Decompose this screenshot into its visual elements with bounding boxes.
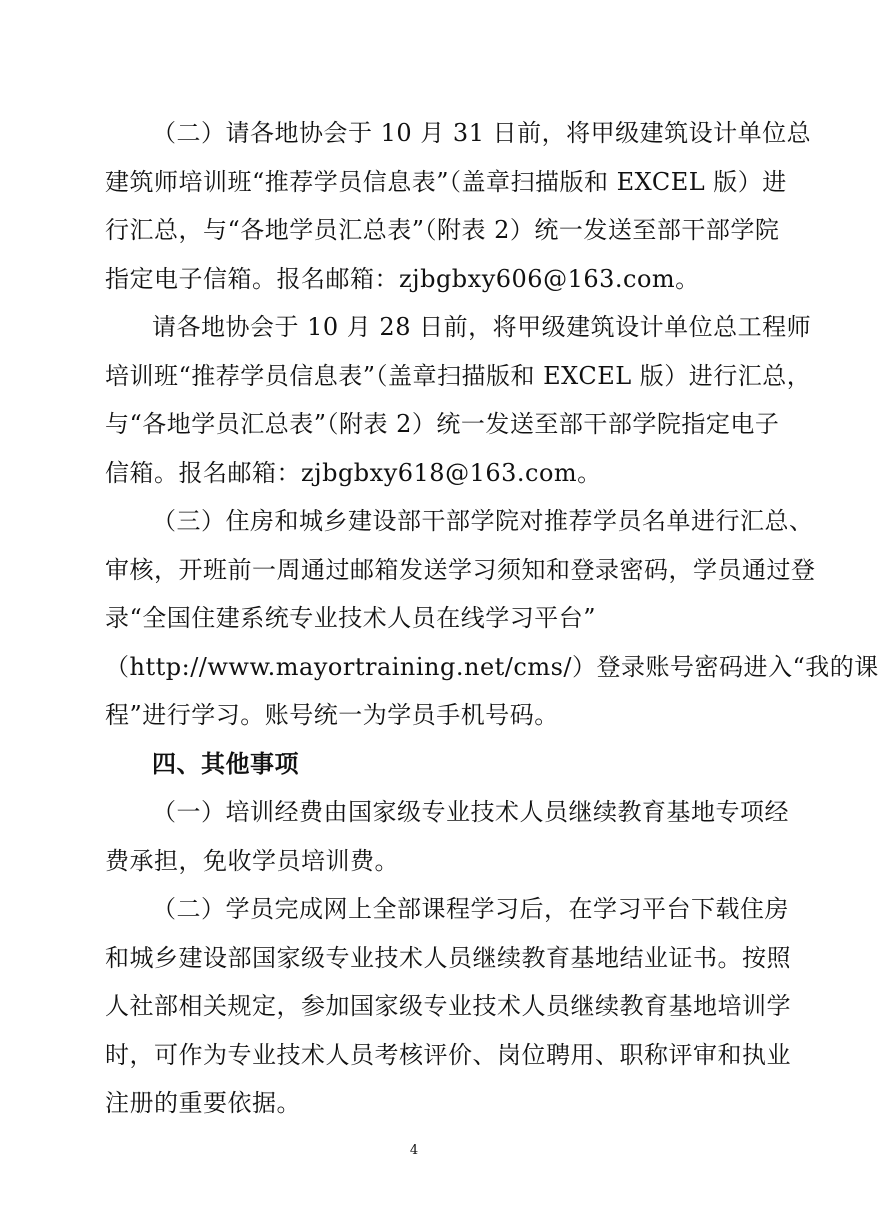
section-heading: 四、其他事项 [152, 749, 299, 778]
paragraph-line: 信箱。报名邮箱：zjbgbxy618@163.com。 [105, 459, 602, 487]
paragraph-line: 指定电子信箱。报名邮箱：zjbgbxy606@163.com。 [105, 265, 700, 293]
paragraph-line: （http://www.mayortraining.net/cms/）登录账号密码进入“我的课 [105, 653, 879, 681]
paragraph-line: 请各地协会于 10 月 28 日前，将甲级建筑设计单位总工程师 [152, 313, 812, 341]
paragraph-line: 程”进行学习。账号统一为学员手机号码。 [105, 701, 559, 729]
paragraph-line: （三）住房和城乡建设部干部学院对推荐学员名单进行汇总、 [152, 507, 814, 535]
paragraph-line: 行汇总，与“各地学员汇总表”（附表 2）统一发送至部干部学院 [105, 216, 780, 244]
page-number: 4 [409, 1143, 419, 1158]
paragraph-line: （二）学员完成网上全部课程学习后，在学习平台下载住房 [152, 895, 789, 923]
paragraph-line: 费承担，免收学员培训费。 [105, 847, 399, 875]
paragraph-line: （一）培训经费由国家级专业技术人员继续教育基地专项经 [152, 798, 789, 826]
paragraph-line: 建筑师培训班“推荐学员信息表”（盖章扫描版和 EXCEL 版）进 [105, 168, 787, 196]
paragraph-line: 人社部相关规定，参加国家级专业技术人员继续教育基地培训学 [105, 992, 791, 1020]
paragraph-line: 时，可作为专业技术人员考核评价、岗位聘用、职称评审和执业 [105, 1041, 791, 1069]
paragraph-line: （二）请各地协会于 10 月 31 日前，将甲级建筑设计单位总 [152, 119, 812, 147]
paragraph-line: 和城乡建设部国家级专业技术人员继续教育基地结业证书。按照 [105, 944, 791, 972]
paragraph-line: 与“各地学员汇总表”（附表 2）统一发送至部干部学院指定电子 [105, 410, 780, 438]
paragraph-line: 录“全国住建系统专业技术人员在线学习平台” [105, 604, 597, 632]
paragraph-line: 注册的重要依据。 [105, 1089, 301, 1117]
paragraph-line: 培训班“推荐学员信息表”（盖章扫描版和 EXCEL 版）进行汇总， [105, 362, 812, 390]
paragraph-line: 审核，开班前一周通过邮箱发送学习须知和登录密码，学员通过登 [105, 556, 816, 584]
